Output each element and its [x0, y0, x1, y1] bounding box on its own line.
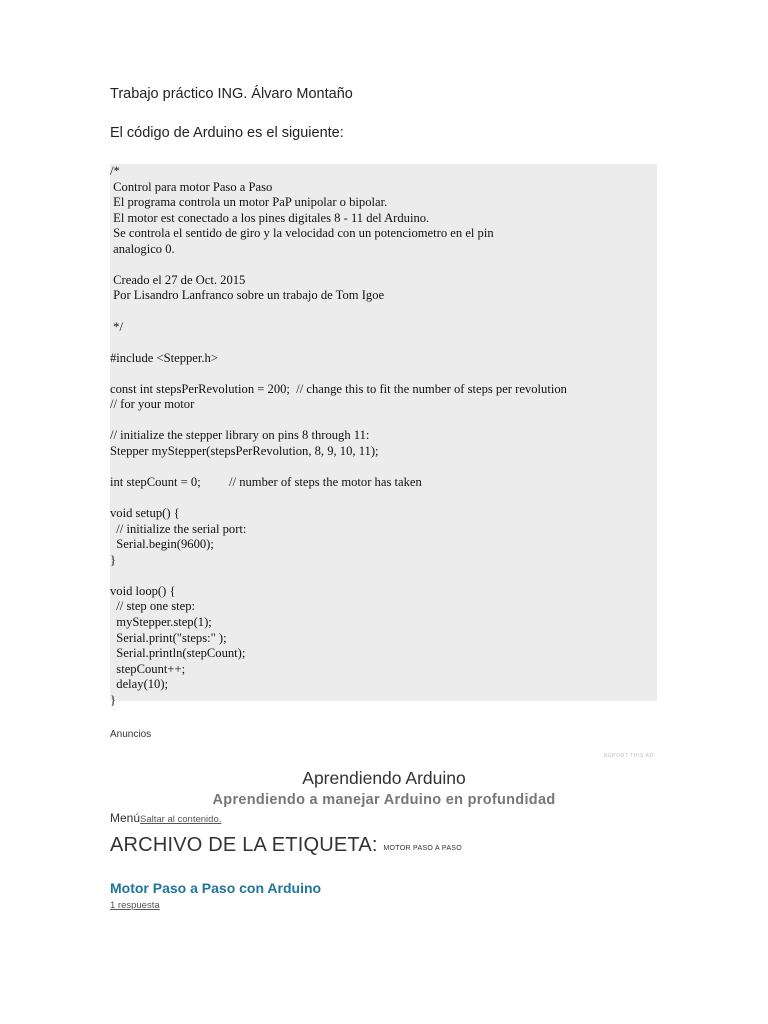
code-line: void setup() {	[110, 506, 180, 521]
skip-to-content-link[interactable]: Saltar al contenido.	[140, 814, 222, 825]
code-line: El programa controla un motor PaP unipolar o bipolar.	[110, 195, 388, 210]
code-line: Serial.begin(9600);	[110, 537, 214, 552]
code-line: Serial.println(stepCount);	[110, 646, 246, 661]
intro-text: El código de Arduino es el siguiente:	[110, 125, 344, 141]
code-line: Creado el 27 de Oct. 2015	[110, 272, 246, 287]
code-line: /*	[110, 164, 120, 178]
code-line: int stepCount = 0; // number of steps the motor has taken	[110, 475, 422, 489]
code-line: const int stepsPerRevolution = 200; // change this to fit the number of steps per revolution	[110, 381, 567, 396]
code-line: myStepper.step(1);	[110, 614, 212, 629]
archive-heading	[110, 834, 462, 857]
code-line: Se controla el sentido de giro y la velocidad con un potenciometro en el pin	[110, 226, 494, 241]
post-title-link[interactable]: Motor Paso a Paso con Arduino	[110, 880, 322, 896]
menu-label[interactable]: Menú	[110, 811, 141, 825]
code-line: Stepper myStepper(stepsPerRevolution, 8, 9, 10, 11);	[110, 443, 379, 458]
archive-heading-label: ARCHIVO DE LA ETIQUETA:	[110, 834, 384, 856]
code-line: }	[110, 552, 117, 567]
archive-tag: MOTOR PASO A PASO	[383, 845, 462, 852]
code-line: #include <Stepper.h>	[110, 350, 218, 365]
site-title[interactable]: Aprendiendo Arduino	[302, 768, 466, 788]
code-line: // initialize the stepper library on pins 8 through 11:	[110, 428, 370, 443]
report-ad-link[interactable]: REPORT THIS AD	[604, 753, 654, 759]
code-line: El motor est conectado a los pines digitales 8 - 11 del Arduino.	[110, 210, 430, 225]
code-line: */	[110, 319, 123, 334]
code-line: // step one step:	[110, 599, 195, 614]
code-line: Serial.print("steps:" );	[110, 630, 227, 645]
code-line: }	[110, 692, 117, 707]
replies-link[interactable]: 1 respuesta	[110, 900, 160, 911]
code-line: void loop() {	[110, 583, 176, 598]
code-line: // initialize the serial port:	[110, 521, 247, 536]
code-line: delay(10);	[110, 677, 169, 692]
code-line: // for your motor	[110, 397, 195, 412]
code-line: Control para motor Paso a Paso	[110, 179, 273, 194]
site-tagline: Aprendiendo a manejar Arduino en profundidad	[212, 792, 556, 808]
code-block	[110, 164, 657, 707]
ads-label: Anuncios	[110, 729, 152, 740]
code-line: stepCount++;	[110, 661, 186, 676]
menu-row	[110, 811, 221, 825]
page-title: Trabajo práctico ING. Álvaro Montaño	[110, 86, 353, 102]
code-line: Por Lisandro Lanfranco sobre un trabajo de Tom Igoe	[110, 288, 385, 303]
code-line: analogico 0.	[110, 241, 175, 256]
